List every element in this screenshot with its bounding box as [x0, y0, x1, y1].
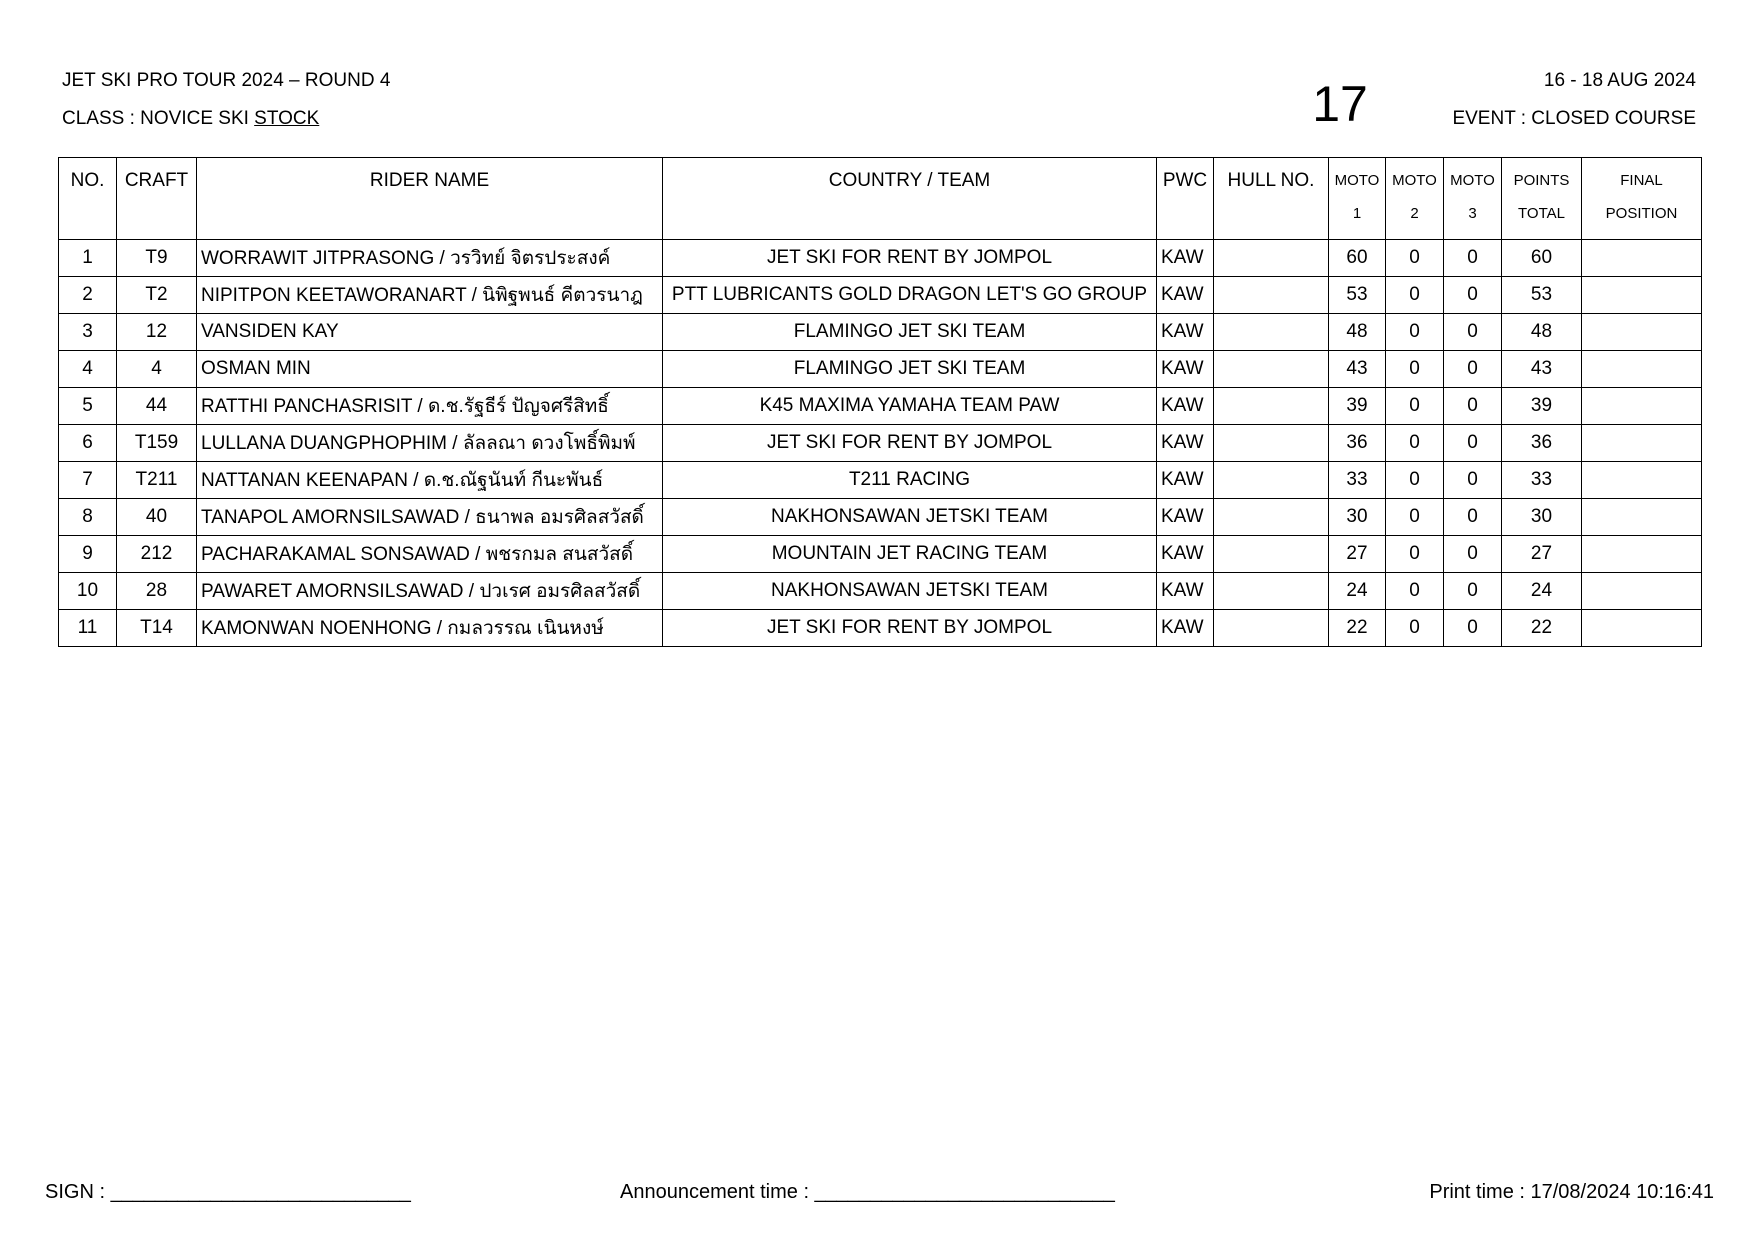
sign-line: SIGN : ___________________________	[45, 1181, 411, 1203]
cell-no: 2	[59, 277, 117, 314]
results-body	[59, 240, 1702, 647]
cell-moto2: 0	[1386, 314, 1444, 351]
col-header-craft: CRAFT	[117, 158, 197, 240]
cell-moto2: 0	[1386, 425, 1444, 462]
col-header-moto2-top: MOTO	[1392, 172, 1437, 189]
cell-moto2: 0	[1386, 610, 1444, 647]
cell-pwc: KAW	[1157, 388, 1214, 425]
cell-moto3: 0	[1444, 240, 1502, 277]
cell-moto2: 0	[1386, 499, 1444, 536]
col-header-rider: RIDER NAME	[197, 158, 663, 240]
cell-no: 11	[59, 610, 117, 647]
cell-craft: T9	[117, 240, 197, 277]
table-row	[59, 573, 1702, 610]
cell-craft: 12	[117, 314, 197, 351]
cell-rider-name: PAWARET AMORNSILSAWAD / ปวเรศ อมรศิลสวัสดิ์	[197, 573, 663, 610]
cell-moto3: 0	[1444, 462, 1502, 499]
cell-craft: 40	[117, 499, 197, 536]
cell-rider-name: VANSIDEN KAY	[197, 314, 663, 351]
cell-points-total: 27	[1502, 536, 1582, 573]
cell-moto1: 24	[1329, 573, 1386, 610]
cell-points-total: 30	[1502, 499, 1582, 536]
cell-moto2: 0	[1386, 351, 1444, 388]
col-header-moto3-top: MOTO	[1450, 172, 1495, 189]
cell-team: K45 MAXIMA YAMAHA TEAM PAW	[663, 388, 1157, 425]
cell-hull-no	[1214, 388, 1329, 425]
cell-hull-no	[1214, 462, 1329, 499]
cell-hull-no	[1214, 573, 1329, 610]
cell-hull-no	[1214, 425, 1329, 462]
cell-team: JET SKI FOR RENT BY JOMPOL	[663, 240, 1157, 277]
event-title: JET SKI PRO TOUR 2024 – ROUND 4	[62, 70, 391, 91]
cell-final-position	[1582, 536, 1702, 573]
cell-pwc: KAW	[1157, 277, 1214, 314]
cell-points-total: 22	[1502, 610, 1582, 647]
cell-team: T211 RACING	[663, 462, 1157, 499]
class-category: STOCK	[254, 108, 320, 129]
cell-points-total: 43	[1502, 351, 1582, 388]
cell-pwc: KAW	[1157, 240, 1214, 277]
table-row	[59, 499, 1702, 536]
cell-moto1: 36	[1329, 425, 1386, 462]
cell-moto3: 0	[1444, 499, 1502, 536]
table-row	[59, 351, 1702, 388]
cell-pwc: KAW	[1157, 499, 1214, 536]
cell-rider-name: LULLANA DUANGPHOPHIM / ลัลลณา ดวงโพธิ์พิมพ์	[197, 425, 663, 462]
cell-final-position	[1582, 388, 1702, 425]
table-row	[59, 388, 1702, 425]
cell-moto3: 0	[1444, 573, 1502, 610]
cell-pwc: KAW	[1157, 351, 1214, 388]
cell-no: 7	[59, 462, 117, 499]
col-header-points-top: POINTS	[1513, 172, 1570, 189]
cell-no: 9	[59, 536, 117, 573]
cell-no: 1	[59, 240, 117, 277]
col-header-moto1-top: MOTO	[1334, 172, 1380, 189]
table-row	[59, 536, 1702, 573]
cell-moto3: 0	[1444, 351, 1502, 388]
cell-final-position	[1582, 351, 1702, 388]
cell-moto2: 0	[1386, 462, 1444, 499]
col-header-hull: HULL NO.	[1214, 158, 1329, 240]
cell-moto1: 33	[1329, 462, 1386, 499]
cell-moto1: 22	[1329, 610, 1386, 647]
cell-team: FLAMINGO JET SKI TEAM	[663, 314, 1157, 351]
cell-points-total: 53	[1502, 277, 1582, 314]
cell-craft: T159	[117, 425, 197, 462]
cell-moto2: 0	[1386, 536, 1444, 573]
col-header-moto2-bottom: 2	[1410, 205, 1419, 222]
cell-moto3: 0	[1444, 314, 1502, 351]
cell-moto1: 30	[1329, 499, 1386, 536]
cell-craft: 44	[117, 388, 197, 425]
event-type: EVENT : CLOSED COURSE	[1452, 108, 1696, 129]
cell-final-position	[1582, 314, 1702, 351]
col-header-pwc: PWC	[1157, 158, 1214, 240]
cell-moto1: 43	[1329, 351, 1386, 388]
cell-moto3: 0	[1444, 277, 1502, 314]
col-header-points	[1502, 158, 1582, 240]
col-header-moto3	[1444, 158, 1502, 240]
col-header-points-bottom: TOTAL	[1518, 205, 1565, 222]
cell-no: 8	[59, 499, 117, 536]
cell-moto1: 48	[1329, 314, 1386, 351]
col-header-no: NO.	[59, 158, 117, 240]
col-header-moto2	[1386, 158, 1444, 240]
cell-rider-name: NATTANAN KEENAPAN / ด.ช.ณัฐนันท์ กีนะพันธ์	[197, 462, 663, 499]
cell-hull-no	[1214, 277, 1329, 314]
cell-points-total: 24	[1502, 573, 1582, 610]
cell-points-total: 48	[1502, 314, 1582, 351]
cell-moto1: 39	[1329, 388, 1386, 425]
table-row	[59, 240, 1702, 277]
cell-hull-no	[1214, 536, 1329, 573]
class-line	[62, 108, 319, 130]
cell-rider-name: WORRAWIT JITPRASONG / วรวิทย์ จิตรประสงค์	[197, 240, 663, 277]
col-header-moto1-bottom: 1	[1352, 205, 1362, 222]
cell-moto2: 0	[1386, 240, 1444, 277]
table-row	[59, 314, 1702, 351]
cell-rider-name: OSMAN MIN	[197, 351, 663, 388]
cell-team: JET SKI FOR RENT BY JOMPOL	[663, 610, 1157, 647]
cell-rider-name: NIPITPON KEETAWORANART / นิพิฐพนธ์ คีตวรนาฎ	[197, 277, 663, 314]
cell-final-position	[1582, 425, 1702, 462]
cell-moto1: 60	[1329, 240, 1386, 277]
print-time: Print time : 17/08/2024 10:16:41	[1429, 1181, 1714, 1203]
cell-craft: T211	[117, 462, 197, 499]
cell-moto2: 0	[1386, 388, 1444, 425]
cell-moto2: 0	[1386, 573, 1444, 610]
col-header-final-bottom: POSITION	[1605, 205, 1678, 222]
cell-pwc: KAW	[1157, 425, 1214, 462]
cell-moto3: 0	[1444, 536, 1502, 573]
cell-craft: 4	[117, 351, 197, 388]
cell-rider-name: TANAPOL AMORNSILSAWAD / ธนาพล อมรศิลสวัสดิ์	[197, 499, 663, 536]
cell-pwc: KAW	[1157, 314, 1214, 351]
table-row	[59, 610, 1702, 647]
cell-no: 3	[59, 314, 117, 351]
cell-hull-no	[1214, 351, 1329, 388]
col-header-final	[1582, 158, 1702, 240]
col-header-moto1	[1329, 158, 1386, 240]
cell-pwc: KAW	[1157, 536, 1214, 573]
cell-moto3: 0	[1444, 388, 1502, 425]
announcement-time: Announcement time : ___________________________	[620, 1181, 1115, 1203]
cell-final-position	[1582, 573, 1702, 610]
cell-final-position	[1582, 277, 1702, 314]
cell-moto1: 27	[1329, 536, 1386, 573]
table-row	[59, 425, 1702, 462]
cell-moto3: 0	[1444, 425, 1502, 462]
event-date: 16 - 18 AUG 2024	[1543, 70, 1696, 91]
class-prefix: CLASS : NOVICE SKI	[62, 108, 255, 129]
cell-final-position	[1582, 462, 1702, 499]
cell-final-position	[1582, 610, 1702, 647]
table-row	[59, 462, 1702, 499]
cell-points-total: 36	[1502, 425, 1582, 462]
cell-moto2: 0	[1386, 277, 1444, 314]
cell-craft: T14	[117, 610, 197, 647]
cell-team: MOUNTAIN JET RACING TEAM	[663, 536, 1157, 573]
cell-hull-no	[1214, 240, 1329, 277]
cell-team: JET SKI FOR RENT BY JOMPOL	[663, 425, 1157, 462]
cell-points-total: 39	[1502, 388, 1582, 425]
col-header-moto3-bottom: 3	[1468, 205, 1477, 222]
cell-team: PTT LUBRICANTS GOLD DRAGON LET'S GO GROUP	[663, 277, 1157, 314]
cell-hull-no	[1214, 314, 1329, 351]
table-row	[59, 277, 1702, 314]
cell-final-position	[1582, 499, 1702, 536]
cell-pwc: KAW	[1157, 610, 1214, 647]
cell-no: 4	[59, 351, 117, 388]
cell-pwc: KAW	[1157, 462, 1214, 499]
cell-rider-name: KAMONWAN NOENHONG / กมลวรรณ เนินหงษ์	[197, 610, 663, 647]
cell-final-position	[1582, 240, 1702, 277]
cell-hull-no	[1214, 610, 1329, 647]
cell-craft: T2	[117, 277, 197, 314]
col-header-team: COUNTRY / TEAM	[663, 158, 1157, 240]
results-table	[58, 157, 1702, 647]
cell-no: 10	[59, 573, 117, 610]
col-header-final-top: FINAL	[1620, 172, 1663, 189]
cell-craft: 212	[117, 536, 197, 573]
cell-no: 5	[59, 388, 117, 425]
cell-points-total: 33	[1502, 462, 1582, 499]
cell-hull-no	[1214, 499, 1329, 536]
cell-no: 6	[59, 425, 117, 462]
cell-team: NAKHONSAWAN JETSKI TEAM	[663, 573, 1157, 610]
cell-rider-name: RATTHI PANCHASRISIT / ด.ช.รัฐธีร์ ปัญจศรีสิทธิ์	[197, 388, 663, 425]
cell-moto1: 53	[1329, 277, 1386, 314]
page-number: 17	[1312, 76, 1368, 132]
cell-moto3: 0	[1444, 610, 1502, 647]
cell-points-total: 60	[1502, 240, 1582, 277]
cell-rider-name: PACHARAKAMAL SONSAWAD / พชรกมล สนสวัสดิ์	[197, 536, 663, 573]
cell-craft: 28	[117, 573, 197, 610]
cell-pwc: KAW	[1157, 573, 1214, 610]
cell-team: NAKHONSAWAN JETSKI TEAM	[663, 499, 1157, 536]
table-header-row	[59, 158, 1702, 240]
cell-team: FLAMINGO JET SKI TEAM	[663, 351, 1157, 388]
